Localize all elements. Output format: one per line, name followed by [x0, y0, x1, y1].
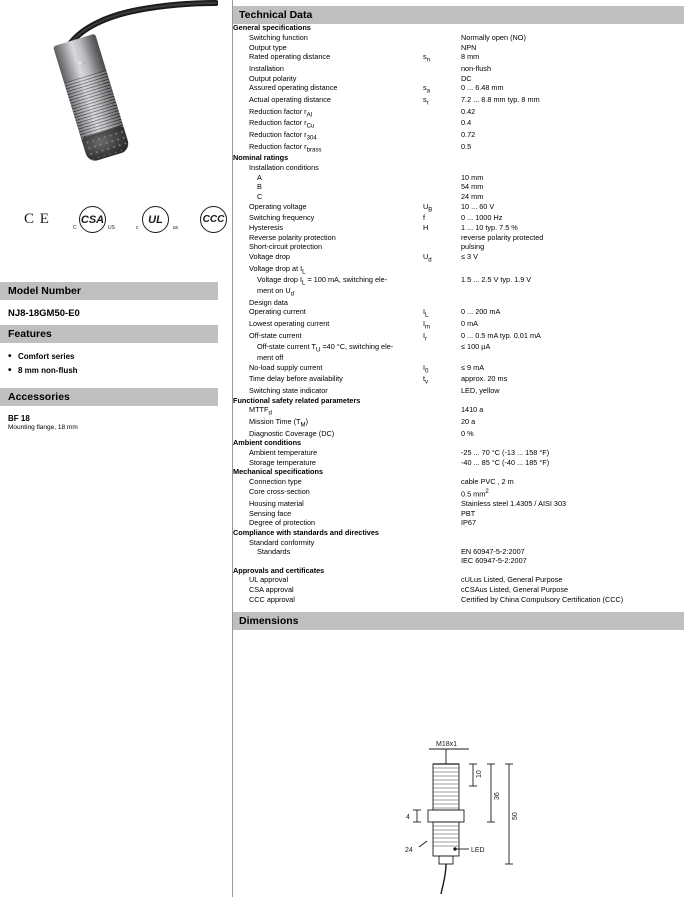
- spec-label: Sensing face: [249, 508, 292, 518]
- table-row: [233, 264, 684, 276]
- spec-value: PBT: [461, 508, 476, 518]
- table-row: [233, 308, 684, 320]
- spec-value: 10 ... 60 V: [461, 201, 495, 211]
- spec-group-label: Compliance with standards and directives: [233, 527, 379, 537]
- spec-group-heading: [233, 396, 684, 406]
- spec-value: 0 ... 0.5 mA typ. 0.01 mA: [461, 330, 541, 340]
- table-row: [233, 53, 684, 65]
- table-row: [233, 548, 684, 567]
- table-row: [233, 84, 684, 96]
- spec-group-label: Nominal ratings: [233, 153, 289, 163]
- spec-label: Actual operating distance: [249, 95, 331, 105]
- model-number-heading: Model Number: [0, 282, 218, 300]
- table-row: [233, 96, 684, 108]
- spec-value: [461, 264, 684, 276]
- spec-symbol: [423, 509, 461, 519]
- spec-value: 0.5 $mm^2$: [461, 487, 489, 499]
- ccc-mark-label: CCC: [202, 214, 225, 225]
- spec-symbol: f: [423, 213, 426, 223]
- spec-label: C: [257, 191, 263, 201]
- spec-symbol: $t_v$: [423, 374, 429, 386]
- dim-label-thread: M18x1: [436, 741, 458, 748]
- accessories-body: [8, 414, 208, 431]
- spec-value: EN 60947-5-2:2007 IEC 60947-5-2:2007: [461, 547, 527, 566]
- table-row: [233, 214, 684, 224]
- spec-label: Operating current: [249, 307, 306, 317]
- spec-label: Off-state current: [249, 330, 302, 340]
- spec-group-label: Mechanical specifications: [233, 467, 324, 477]
- spec-symbol: [423, 119, 461, 131]
- spec-value: Certified by China Compulsory Certification (CCC): [461, 594, 624, 604]
- spec-symbol: $s_r$: [423, 95, 429, 107]
- dim-label-10: 10: [476, 770, 483, 778]
- table-row: [233, 595, 684, 605]
- spec-value: 24 mm: [461, 191, 484, 201]
- spec-symbol: [423, 387, 461, 397]
- spec-symbol: [423, 233, 461, 243]
- spec-value: 0 mA: [461, 319, 479, 329]
- spec-value: -25 ... 70 °C (-13 ... 158 °F): [461, 448, 550, 458]
- table-row: [233, 487, 684, 499]
- spec-label: Installation conditions: [249, 162, 319, 172]
- spec-label: Reduction factor $r_{Cu}$: [249, 118, 315, 130]
- spec-symbol: [423, 142, 461, 154]
- spec-value: reverse polarity protected: [461, 232, 544, 242]
- spec-group-label: Ambient conditions: [233, 438, 302, 448]
- spec-label: Operating voltage: [249, 201, 307, 211]
- table-row: [233, 320, 684, 332]
- spec-symbol: $s_n$: [423, 52, 431, 64]
- spec-label: A: [257, 172, 262, 182]
- table-row: [233, 406, 684, 418]
- spec-symbol: [423, 74, 461, 84]
- spec-label: Design data: [249, 297, 288, 307]
- table-row: [233, 499, 684, 509]
- spec-value: 0 ... 1000 Hz: [461, 213, 503, 223]
- table-row: [233, 119, 684, 131]
- spec-value: Normally open (NO): [461, 33, 526, 43]
- spec-group-label: Approvals and certificates: [233, 565, 325, 575]
- left-column: [0, 0, 228, 897]
- spec-value: 1410 a: [461, 405, 484, 415]
- spec-value: 1.5 ... 2.5 V typ. 1.9 V: [461, 275, 532, 285]
- spec-symbol: $I_r$: [423, 330, 428, 343]
- spec-label: Housing material: [249, 498, 304, 508]
- spec-label: No-load supply current: [249, 362, 323, 372]
- spec-label: Output type: [249, 42, 287, 52]
- spec-value: -40 ... 85 °C (-40 ... 185 °F): [461, 457, 550, 467]
- spec-label: Standard conformity: [249, 537, 315, 547]
- accessory-description: Mounting flange, 18 mm: [8, 424, 78, 431]
- ul-mark-sub-left: c: [136, 225, 139, 231]
- spec-value: NPN: [461, 42, 477, 52]
- spec-value: 8 mm: [461, 52, 480, 62]
- spec-value: Stainless steel 1.4305 / AISI 303: [461, 498, 567, 508]
- ul-mark-sub-right: us: [172, 225, 178, 231]
- table-row: [233, 449, 684, 459]
- table-row: [233, 538, 684, 548]
- spec-symbol: [423, 298, 461, 308]
- table-row: [233, 224, 684, 234]
- spec-label: Voltage drop: [249, 251, 290, 261]
- spec-symbol: [423, 429, 461, 439]
- spec-label: Off-state current $T_U =40$ °C, switching ele- ment off: [257, 342, 394, 363]
- spec-value: 0 %: [461, 428, 474, 438]
- list-item: • 8 mm non-flush: [8, 366, 208, 375]
- table-row: [233, 253, 684, 265]
- spec-label: Time delay before availability: [249, 374, 343, 384]
- spec-label: Core cross-section: [249, 486, 310, 496]
- table-row: [233, 202, 684, 214]
- product-photo: [10, 0, 218, 196]
- spec-symbol: [423, 107, 461, 119]
- spec-label: Mission Time $(T_M)$: [249, 417, 309, 429]
- spec-label: Short-circuit protection: [249, 242, 322, 252]
- spec-value: approx. 20 ms: [461, 374, 508, 384]
- spec-symbol: [423, 519, 461, 529]
- table-row: [233, 34, 684, 44]
- technical-data-table: [233, 24, 684, 605]
- spec-label: Reduction factor $r_{Al}$: [249, 106, 312, 119]
- spec-label: Reverse polarity protection: [249, 232, 336, 242]
- spec-group-label: General specifications: [233, 23, 311, 33]
- spec-symbol: [423, 478, 461, 488]
- csa-mark-sub-right: US: [108, 225, 115, 231]
- spec-symbol: [423, 538, 461, 548]
- dimension-drawing-svg: [233, 692, 684, 897]
- spec-group-heading: [233, 528, 684, 538]
- spec-value: LED, yellow: [461, 386, 500, 396]
- table-row: [233, 478, 684, 488]
- right-column: [232, 0, 684, 897]
- spec-value: pulsing: [461, 242, 485, 252]
- accessory-name: BF 18: [8, 414, 30, 423]
- spec-value: [461, 164, 684, 174]
- spec-label: Degree of protection: [249, 518, 316, 528]
- table-row: [233, 173, 684, 183]
- spec-symbol: $U_d$: [423, 251, 432, 264]
- spec-value: cCSAus Listed, General Purpose: [461, 585, 569, 595]
- spec-symbol: [423, 586, 461, 596]
- csa-mark-sub-left: C: [73, 225, 77, 231]
- spec-label: Diagnostic Coverage (DC): [249, 428, 335, 438]
- spec-label: Installation: [249, 64, 284, 74]
- spec-symbol: [423, 449, 461, 459]
- spec-label: Storage temperature: [249, 457, 316, 467]
- spec-value: cULus Listed, General Purpose: [461, 575, 563, 585]
- spec-symbol: $I_L$: [423, 307, 429, 319]
- spec-symbol: [423, 183, 461, 193]
- spec-label: UL approval: [249, 575, 289, 585]
- table-row: [233, 363, 684, 375]
- ce-mark: C E: [24, 211, 50, 227]
- features-heading: Features: [0, 325, 218, 343]
- spec-symbol: $I_0$: [423, 362, 429, 375]
- spec-label: Reduction factor $r_{brass}$: [249, 141, 322, 154]
- spec-value: 7.2 ... 8.8 mm typ. 8 mm: [461, 95, 540, 105]
- spec-symbol: [423, 65, 461, 75]
- spec-value: 0 ... 6.48 mm: [461, 83, 504, 93]
- approval-marks: [14, 203, 224, 237]
- spec-value: 20 a: [461, 417, 476, 427]
- spec-label: Lowest operating current: [249, 319, 330, 329]
- features-list: [8, 352, 208, 380]
- table-row: [233, 576, 684, 586]
- spec-label: Assured operating distance: [249, 83, 338, 93]
- spec-label: Standards: [257, 547, 291, 557]
- spec-value: IP67: [461, 518, 477, 528]
- spec-symbol: $I_m$: [423, 319, 431, 331]
- spec-symbol: [423, 548, 461, 567]
- spec-symbol: [423, 243, 461, 253]
- dim-label-4: 4: [406, 814, 410, 821]
- spec-label: CCC approval: [249, 594, 295, 604]
- spec-value: 0.72: [461, 129, 476, 139]
- spec-symbol: [423, 343, 461, 364]
- dim-label-36: 36: [494, 792, 501, 800]
- spec-group-label: Functional safety related parameters: [233, 395, 361, 405]
- spec-symbol: [423, 193, 461, 203]
- spec-value: 1 ... 10 typ. 7.5 %: [461, 222, 518, 232]
- spec-value: DC: [461, 73, 472, 83]
- spec-label: Output polarity: [249, 73, 297, 83]
- dimensions-heading: Dimensions: [233, 611, 684, 630]
- spec-symbol: [423, 406, 461, 418]
- csa-mark: [73, 206, 115, 233]
- spec-symbol: [423, 276, 461, 299]
- spec-label: Switching frequency: [249, 213, 315, 223]
- spec-label: Connection type: [249, 477, 302, 487]
- table-row: [233, 387, 684, 397]
- spec-label: Switching state indicator: [249, 386, 328, 396]
- spec-value: 10 mm: [461, 172, 484, 182]
- ul-mark-label: UL: [148, 213, 163, 226]
- spec-label: B: [257, 182, 262, 192]
- spec-label: Ambient temperature: [249, 448, 318, 458]
- table-row: [233, 586, 684, 596]
- table-row: [233, 343, 684, 364]
- spec-label: Switching function: [249, 33, 308, 43]
- spec-label: Voltage drop at $I_L$: [249, 263, 306, 276]
- spec-symbol: [423, 164, 461, 174]
- table-row: [233, 375, 684, 387]
- spec-value: non-flush: [461, 64, 492, 74]
- spec-symbol: [423, 576, 461, 586]
- spec-symbol: [423, 595, 461, 605]
- spec-symbol: [423, 173, 461, 183]
- spec-label: $MTTF_d$: [249, 405, 272, 417]
- spec-symbol: [423, 34, 461, 44]
- spec-label: Voltage drop $I_L = 100$ mA, switching ele- ment on $U_d$: [257, 275, 388, 298]
- spec-symbol: [423, 487, 461, 499]
- table-row: [233, 331, 684, 343]
- spec-label: Reduction factor $r_{304}$: [249, 129, 317, 142]
- dim-label-24: 24: [405, 847, 413, 854]
- spec-value: 0.42: [461, 106, 476, 116]
- spec-label: CSA approval: [249, 585, 294, 595]
- list-item: • Comfort series: [8, 352, 208, 361]
- table-row: [233, 65, 684, 75]
- spec-value: 0.4: [461, 118, 472, 128]
- dimension-drawing: [233, 692, 684, 897]
- spec-symbol: [423, 458, 461, 468]
- spec-symbol: [423, 418, 461, 430]
- dim-label-led: LED: [471, 847, 485, 854]
- table-row: [233, 276, 684, 299]
- accessories-heading: Accessories: [0, 388, 218, 406]
- model-number-value: NJ8-18GM50-E0: [8, 308, 80, 319]
- spec-value: 54 mm: [461, 182, 484, 192]
- spec-symbol: H: [423, 222, 429, 232]
- spec-value: cable PVC , 2 m: [461, 477, 514, 487]
- table-row: [233, 142, 684, 154]
- table-row: [233, 418, 684, 430]
- spec-value: 0 ... 200 mA: [461, 307, 501, 317]
- spec-symbol: [423, 499, 461, 509]
- spec-symbol: [423, 264, 461, 276]
- spec-label: Hysteresis: [249, 222, 284, 232]
- table-row: [233, 243, 684, 253]
- spec-value: ≤ 100 µA: [461, 342, 491, 352]
- spec-group-heading: [233, 566, 684, 576]
- spec-value: 0.5: [461, 141, 472, 151]
- table-row: [233, 193, 684, 203]
- table-row: [233, 164, 684, 174]
- spec-symbol: [423, 43, 461, 53]
- table-row: [233, 131, 684, 143]
- ccc-mark: [200, 206, 227, 233]
- table-row: [233, 107, 684, 119]
- spec-value: ≤ 3 V: [461, 251, 478, 261]
- spec-symbol: $U_B$: [423, 201, 433, 214]
- dim-label-50: 50: [512, 812, 519, 820]
- spec-symbol: $s_a$: [423, 83, 431, 95]
- spec-label: Rated operating distance: [249, 52, 331, 62]
- csa-mark-label: CSA: [80, 213, 105, 226]
- ul-mark: [136, 206, 178, 233]
- spec-value: ≤ 9 mA: [461, 362, 485, 372]
- technical-data-heading: Technical Data: [233, 5, 684, 24]
- table-row: [233, 183, 684, 193]
- spec-symbol: [423, 131, 461, 143]
